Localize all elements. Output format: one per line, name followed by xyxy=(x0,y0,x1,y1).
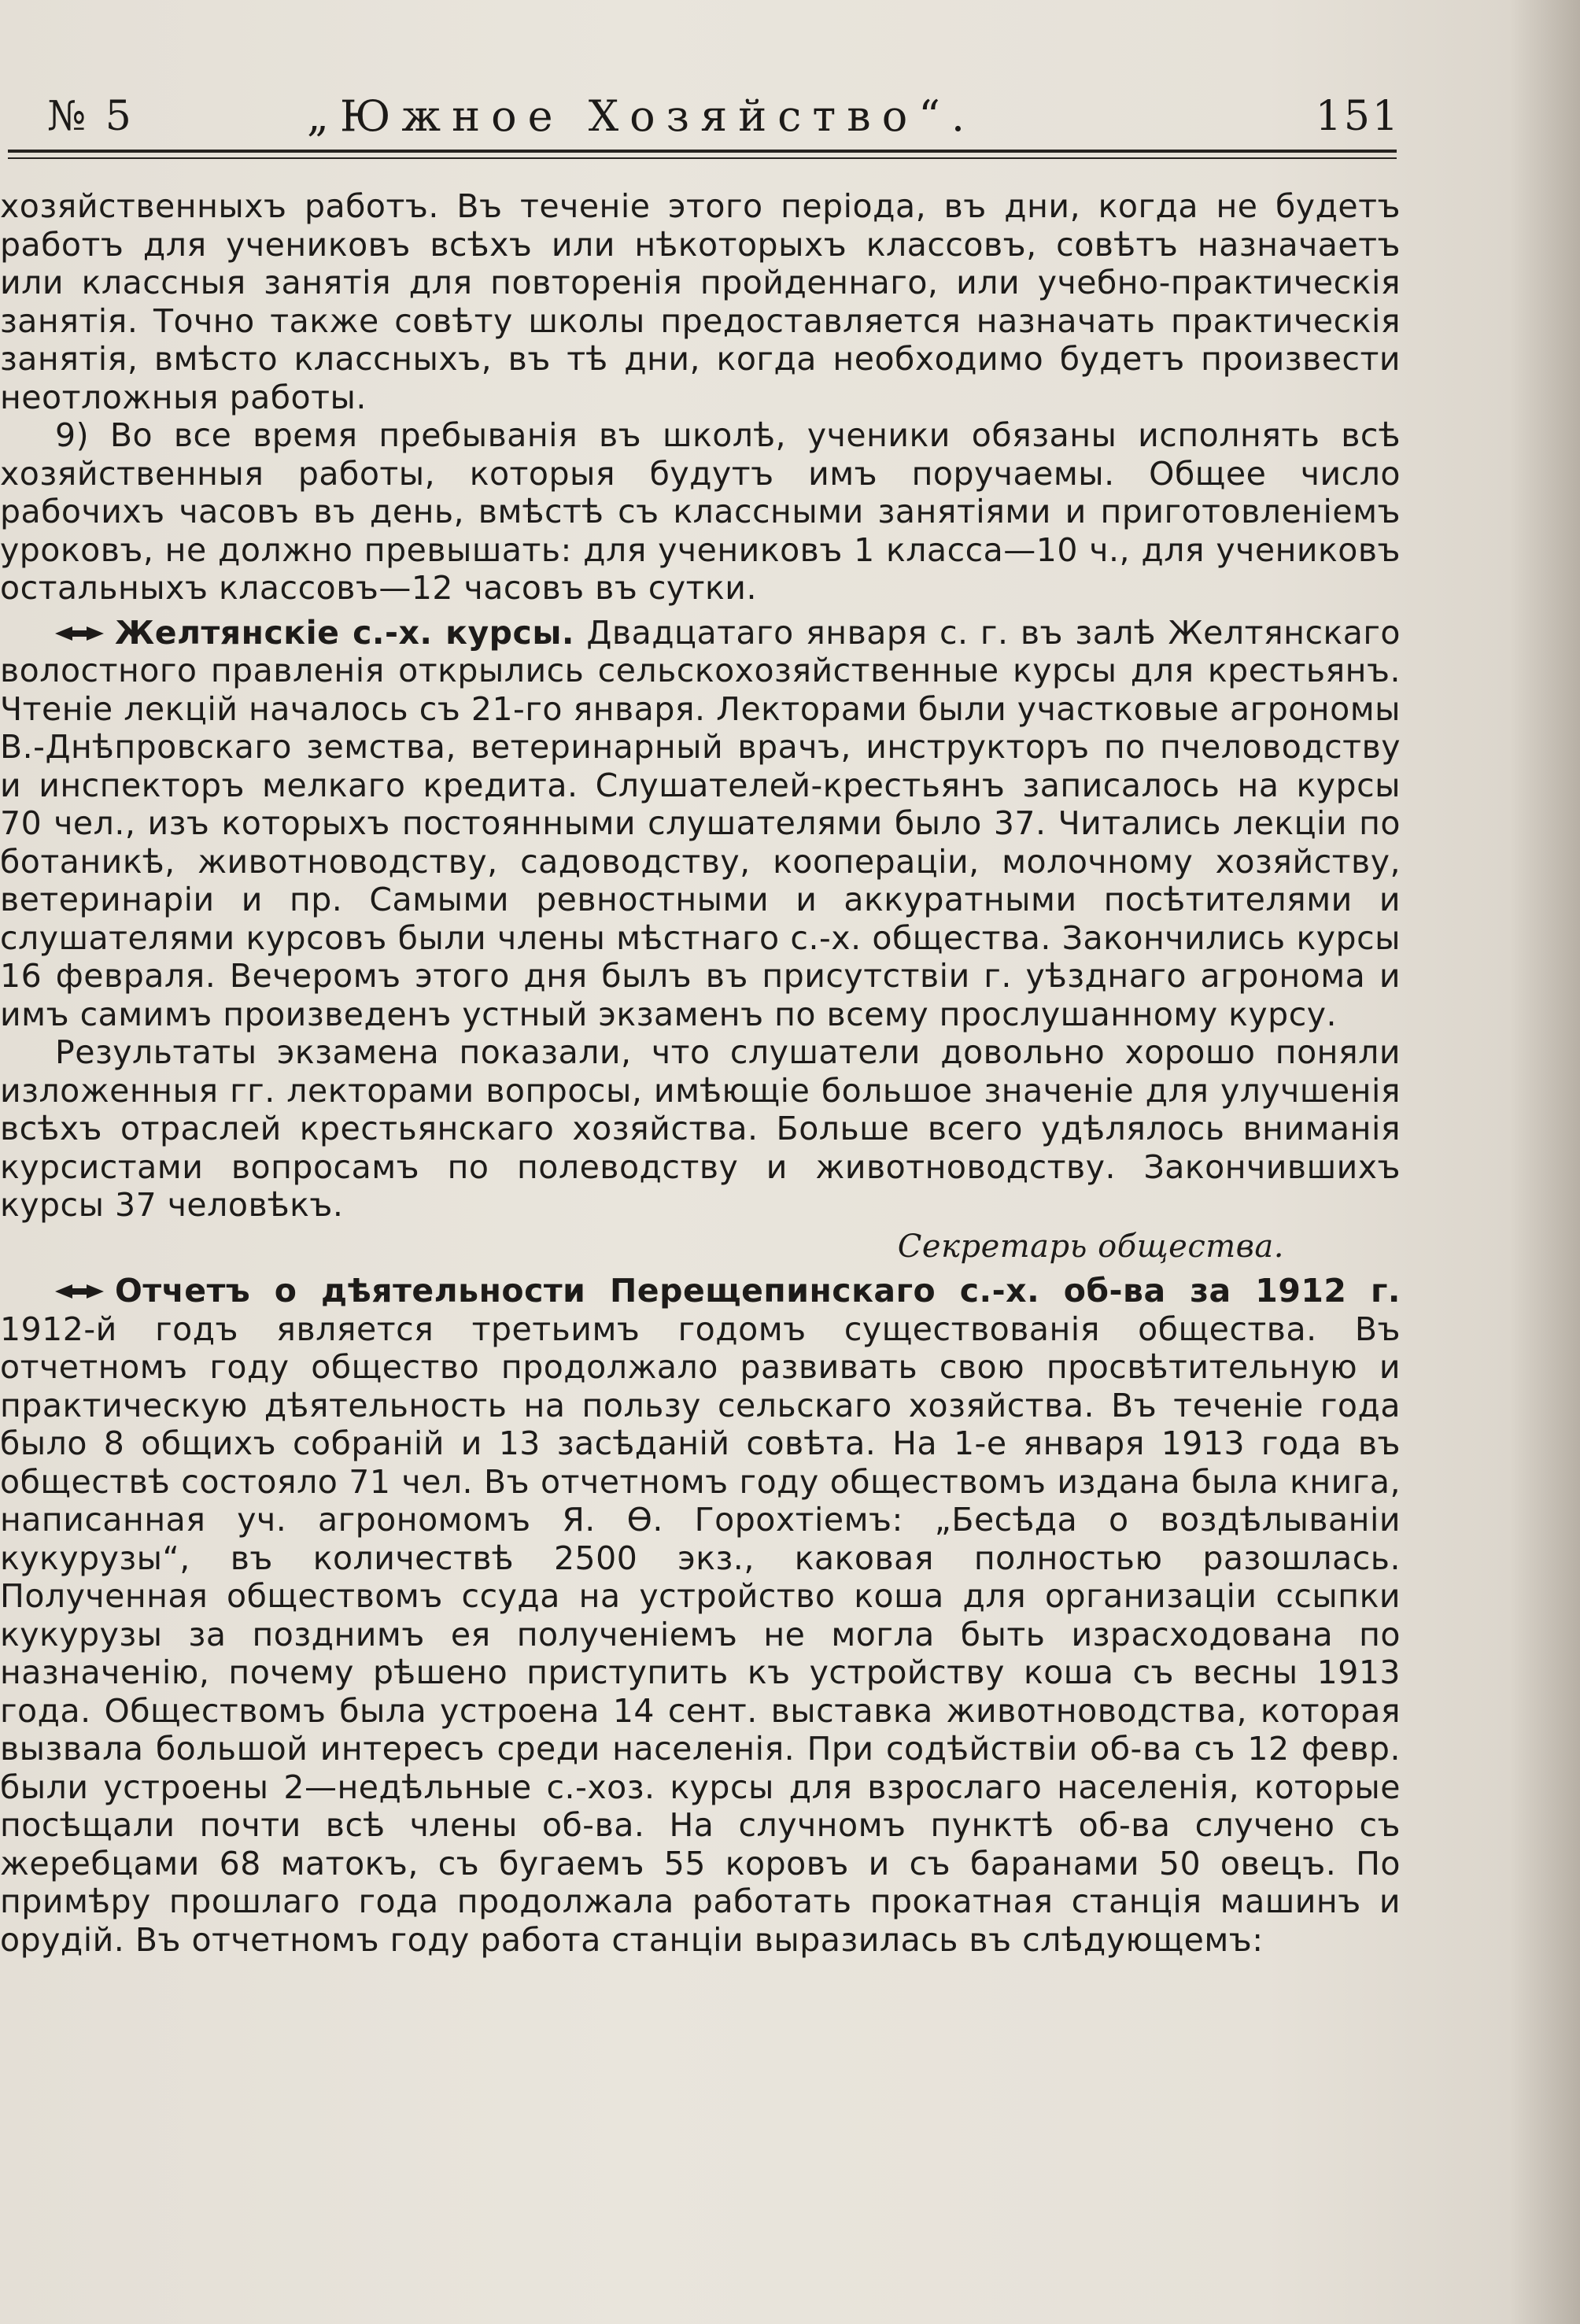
running-header xyxy=(47,87,1401,150)
signature: Секретарь общества. xyxy=(897,1228,1284,1265)
header-rule-thick xyxy=(8,150,1397,153)
article3-paragraph-1 xyxy=(0,1272,1401,1959)
article1-paragraph-1: хозяйственныхъ работъ. Въ теченіе этого періода, въ дни, когда не будетъ работъ для учениковъ всѣхъ или нѣкоторыхъ классовъ, совѣтъ назначаетъ или классныя занятія для повторенія пройденнаго, или учебно-практическія занятія. Точно также совѣту школы предоставляется назначать практическія занятія, вмѣсто классныхъ, въ тѣ дни, когда необходимо будетъ произвести неотложныя работы. xyxy=(0,187,1401,416)
section-bullet-icon xyxy=(55,1284,104,1299)
section-gap xyxy=(0,608,1401,614)
article2-lead-text: Двадцатаго января с. г. въ залѣ Желтянскаго волостного правленія открылись сельскохозяйственные курсы для крестьянъ. Чтеніе лекцій началось съ 21-го января. Лекторами были участковые агрономы В.-Днѣпровскаго земства, ветеринарный врачъ, инструкторъ по пчеловодству и инспекторъ мелкаго кредита. Слушателей-крестьянъ записалось на курсы 70 чел., изъ которыхъ постоянными слушателями было 37. Читались лекціи по ботаникѣ, животноводству, садоводству, коопераціи, молочному хозяйству, ветеринаріи и пр. Самыми ревностными и аккуратными посѣтителями и слушателями курсовъ были члены мѣстнаго с.-х. общества. Закончились курсы 16 февраля. Вечеромъ этого дня былъ въ присутствіи г. уѣзднаго агронома и имъ самимъ произведенъ устный экзаменъ по всему прослушанному курсу. xyxy=(0,613,1401,1033)
article1-paragraph-2: 9) Во все время пребыванія въ школѣ, ученики обязаны исполнять всѣ хозяйственныя работы, которыя будутъ имъ поручаемы. Общее число рабочихъ часовъ въ день, вмѣстѣ съ классными занятіями и приготовленіемъ уроковъ, не должно превышать: для учениковъ 1 класса—10 ч., для учениковъ остальныхъ классовъ—12 часовъ въ сутки. xyxy=(0,416,1401,607)
page-number: 151 xyxy=(1315,93,1401,140)
journal-title: „Южное Хозяйство“. xyxy=(307,91,976,141)
article2-heading: Желтянскіе с.-х. курсы. xyxy=(115,613,574,652)
header-rule-thin xyxy=(8,157,1397,159)
article3-lead-text: 1912-й годъ является третьимъ годомъ существованія общества. Въ отчетномъ году общество продолжало развивать свою просвѣтительную и практическую дѣятельность на пользу сельскаго хозяйства. Въ теченіе года было 8 общихъ собраній и 13 засѣданій совѣта. На 1-е января 1913 года въ обществѣ состояло 71 чел. Въ отчетномъ году обществомъ издана была книга, написанная уч. агрономомъ Я. Ѳ. Горохтіемъ: „Бесѣда о воздѣлываніи кукурузы“, въ количествѣ 2500 экз., каковая полностью разошлась. Полученная обществомъ ссуда на устройство коша для организаціи ссыпки кукурузы за позднимъ ея полученіемъ не могла быть израсходована по назначенію, почему рѣшено приступить къ устройству коша съ весны 1913 года. Обществомъ была устроена 14 сент. выставка животноводства, которая вызвала большой интересъ среди населенія. При содѣйствіи об-ва съ 12 февр. были устроены 2—недѣльные с.-хоз. курсы для взрослаго населенія, которые посѣщали почти всѣ члены об-ва. На случномъ пунктѣ об-ва случено съ жеребцами 68 матокъ, съ бугаемъ 55 коровъ и съ баранами 50 овецъ. По примѣру прошлаго года продолжала работать прокатная станція машинъ и орудій. Въ отчетномъ году работа станціи выразилась въ слѣдующемъ: xyxy=(0,1310,1401,1959)
page-edge-shadow xyxy=(1509,0,1580,2324)
text-column xyxy=(0,187,1401,1959)
issue-number: № 5 xyxy=(47,93,135,140)
article3-heading: Отчетъ о дѣятельности Перещепинскаго с.-х. об-ва за 1912 г. xyxy=(115,1272,1401,1310)
article2-paragraph-2: Результаты экзамена показали, что слушатели довольно хорошо поняли изложенныя гг. лекторами вопросы, имѣющіе большое значеніе для улучшенія всѣхъ отраслей крестьянскаго хозяйства. Больше всего удѣлялось вниманія курсистами вопросамъ по полеводству и животноводству. Закончившихъ курсы 37 человѣкъ. xyxy=(0,1033,1401,1224)
section-bullet-icon xyxy=(55,626,104,641)
article2-paragraph-1 xyxy=(0,614,1401,1034)
